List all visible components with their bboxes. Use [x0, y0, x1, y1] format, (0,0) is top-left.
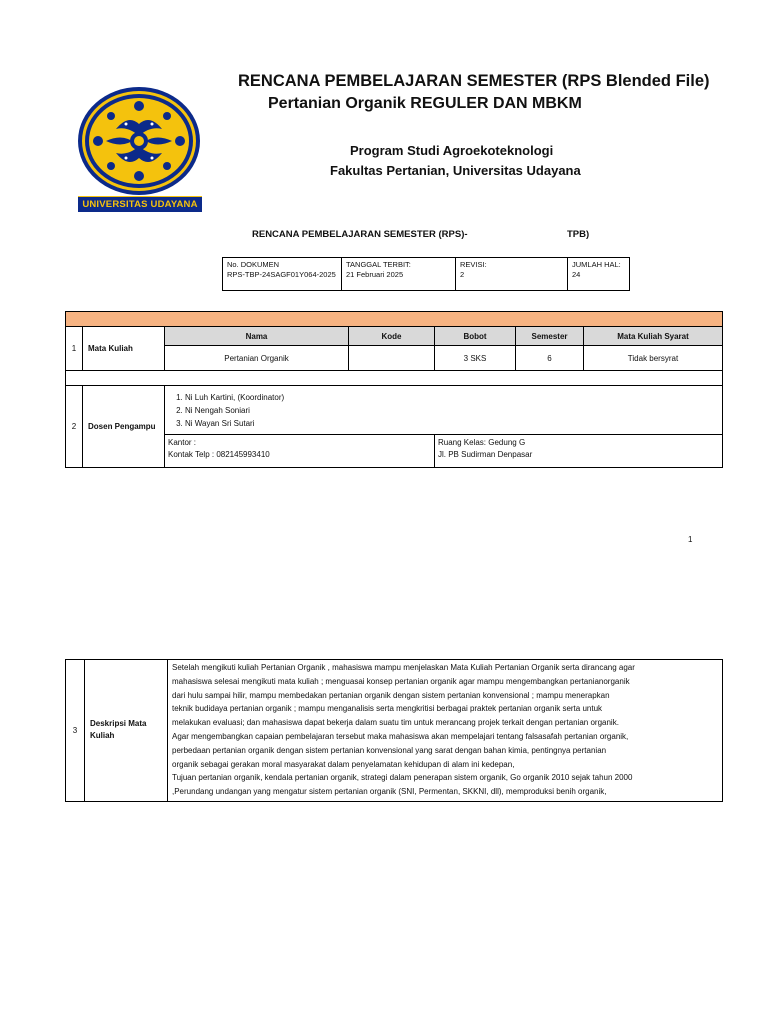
column-header-weight: Bobot	[435, 327, 516, 346]
course-name: Pertanian Organik	[165, 346, 349, 371]
classroom-cell	[435, 435, 723, 468]
lecturer-label: Dosen Pengampu	[83, 386, 165, 468]
course-info-table	[65, 311, 723, 468]
doc-number-label: No. DOKUMEN	[227, 260, 280, 269]
course-credits: 3 SKS	[435, 346, 516, 371]
doc-number-cell	[223, 258, 342, 291]
page-count-label: JUMLAH HAL:	[572, 260, 621, 269]
lecturer-list-cell	[165, 386, 723, 435]
course-prerequisite: Tidak bersyrat	[584, 346, 723, 371]
table-header-bar	[66, 312, 723, 327]
description-line: ,Perundang undangan yang mengatur sistem pertanian organik (SNI, Permentan, SKKNI, dll), memproduksi benih organik,	[172, 787, 607, 797]
contact-cell	[165, 435, 435, 468]
lecturer-list	[165, 386, 722, 434]
description-line: Tujuan pertanian organik, kendala pertanian organik, strategi dalam penerapan sistem organik, Go organik 2010 sejak tahun 2000	[172, 773, 633, 783]
page-count-value: 24	[572, 270, 581, 279]
spacer-row	[66, 371, 723, 386]
column-header-name: Nama	[165, 327, 349, 346]
page-count-cell	[568, 258, 630, 291]
row-number: 2	[66, 386, 83, 468]
course-semester: 6	[516, 346, 584, 371]
description-line: organik sebagai gerakan moral masyarakat dalam penyelamatan kehidupan di alam ini kedepan,	[172, 759, 515, 769]
description-text	[168, 660, 723, 802]
column-header-semester: Semester	[516, 327, 584, 346]
lecturer-item: 2. Ni Nengah Soniari	[185, 404, 722, 417]
description-line: perbedaan pertanian organik dengan sistem pertanian konvensional yang sarat dengan bahan kimia, pentingnya pertanian	[172, 745, 607, 755]
description-label: Deskripsi Mata Kuliah	[85, 660, 168, 802]
revision-cell	[456, 258, 568, 291]
document-info-table	[222, 257, 630, 291]
description-line: mahasiswa selesai mengikuti mata kuliah ; menguasai konsep pertanian organik agar mampu mengembangkan pertanianorganik	[172, 676, 630, 686]
issue-date-label: TANGGAL TERBIT:	[346, 260, 411, 269]
rps-heading: RENCANA PEMBELAJARAN SEMESTER (RPS)-	[252, 229, 468, 240]
university-logo	[76, 84, 202, 212]
office-label: Kantor :	[168, 438, 197, 447]
document-title: RENCANA PEMBELAJARAN SEMESTER (RPS Blended File)	[238, 72, 710, 90]
issue-date-cell	[342, 258, 456, 291]
column-header-code: Kode	[349, 327, 435, 346]
lecturer-item: 3. Ni Wayan Sri Sutari	[185, 417, 722, 430]
classroom: Ruang Kelas: Gedung G	[438, 438, 526, 447]
faculty-name: Fakultas Pertanian, Universitas Udayana	[330, 163, 581, 178]
lecturer-item: 1. Ni Luh Kartini, (Koordinator)	[185, 391, 722, 404]
classroom-address: Jl. PB Sudirman Denpasar	[438, 450, 533, 459]
logo-university-band: UNIVERSITAS UDAYANA	[78, 196, 202, 212]
program-name: Program Studi Agroekoteknologi	[350, 143, 554, 158]
doc-number-value: RPS-TBP-24SAGF01Y064-2025	[227, 270, 336, 279]
document-subtitle: Pertanian Organik REGULER DAN MBKM	[268, 95, 582, 112]
description-line: teknik budidaya pertanian organik ; mampu menganalisis serta mengkritisi berbagai praktek pertanian organik serta untuk	[172, 704, 603, 714]
rps-heading-suffix: TPB)	[567, 229, 590, 240]
revision-value: 2	[460, 270, 465, 279]
course-label: Mata Kuliah	[83, 327, 165, 371]
logo-emblem-icon	[76, 84, 202, 196]
revision-label: REVISI:	[460, 260, 487, 269]
course-description-table	[65, 659, 723, 802]
column-header-prerequisite: Mata Kuliah Syarat	[584, 327, 723, 346]
description-line: dari hulu sampai hilir, mampu membedakan pertanian organik dengan sistem pertanian konvensional ; mampu menerapkan	[172, 690, 610, 700]
description-line: melakukan evaluasi; dan mahasiswa dapat bekerja dalam suatu tim untuk merancang projek terkait dengan pertanian organik.	[172, 718, 619, 728]
issue-date-value: 21 Februari 2025	[346, 270, 404, 279]
description-line: Setelah mengikuti kuliah Pertanian Organik , mahasiswa mampu menjelaskan Mata Kuliah Pertanian Organik serta dirancang agar	[172, 663, 635, 672]
course-code	[349, 346, 435, 371]
contact-phone: Kontak Telp : 082145993410	[168, 450, 270, 459]
row-number: 3	[66, 660, 85, 802]
row-number: 1	[66, 327, 83, 371]
description-line: Agar mengembangkan capaian pembelajaran tersebut maka mahasiswa akan mempelajari tentang falsasafah pertanian organik,	[172, 731, 629, 741]
page-number: 1	[688, 535, 693, 544]
